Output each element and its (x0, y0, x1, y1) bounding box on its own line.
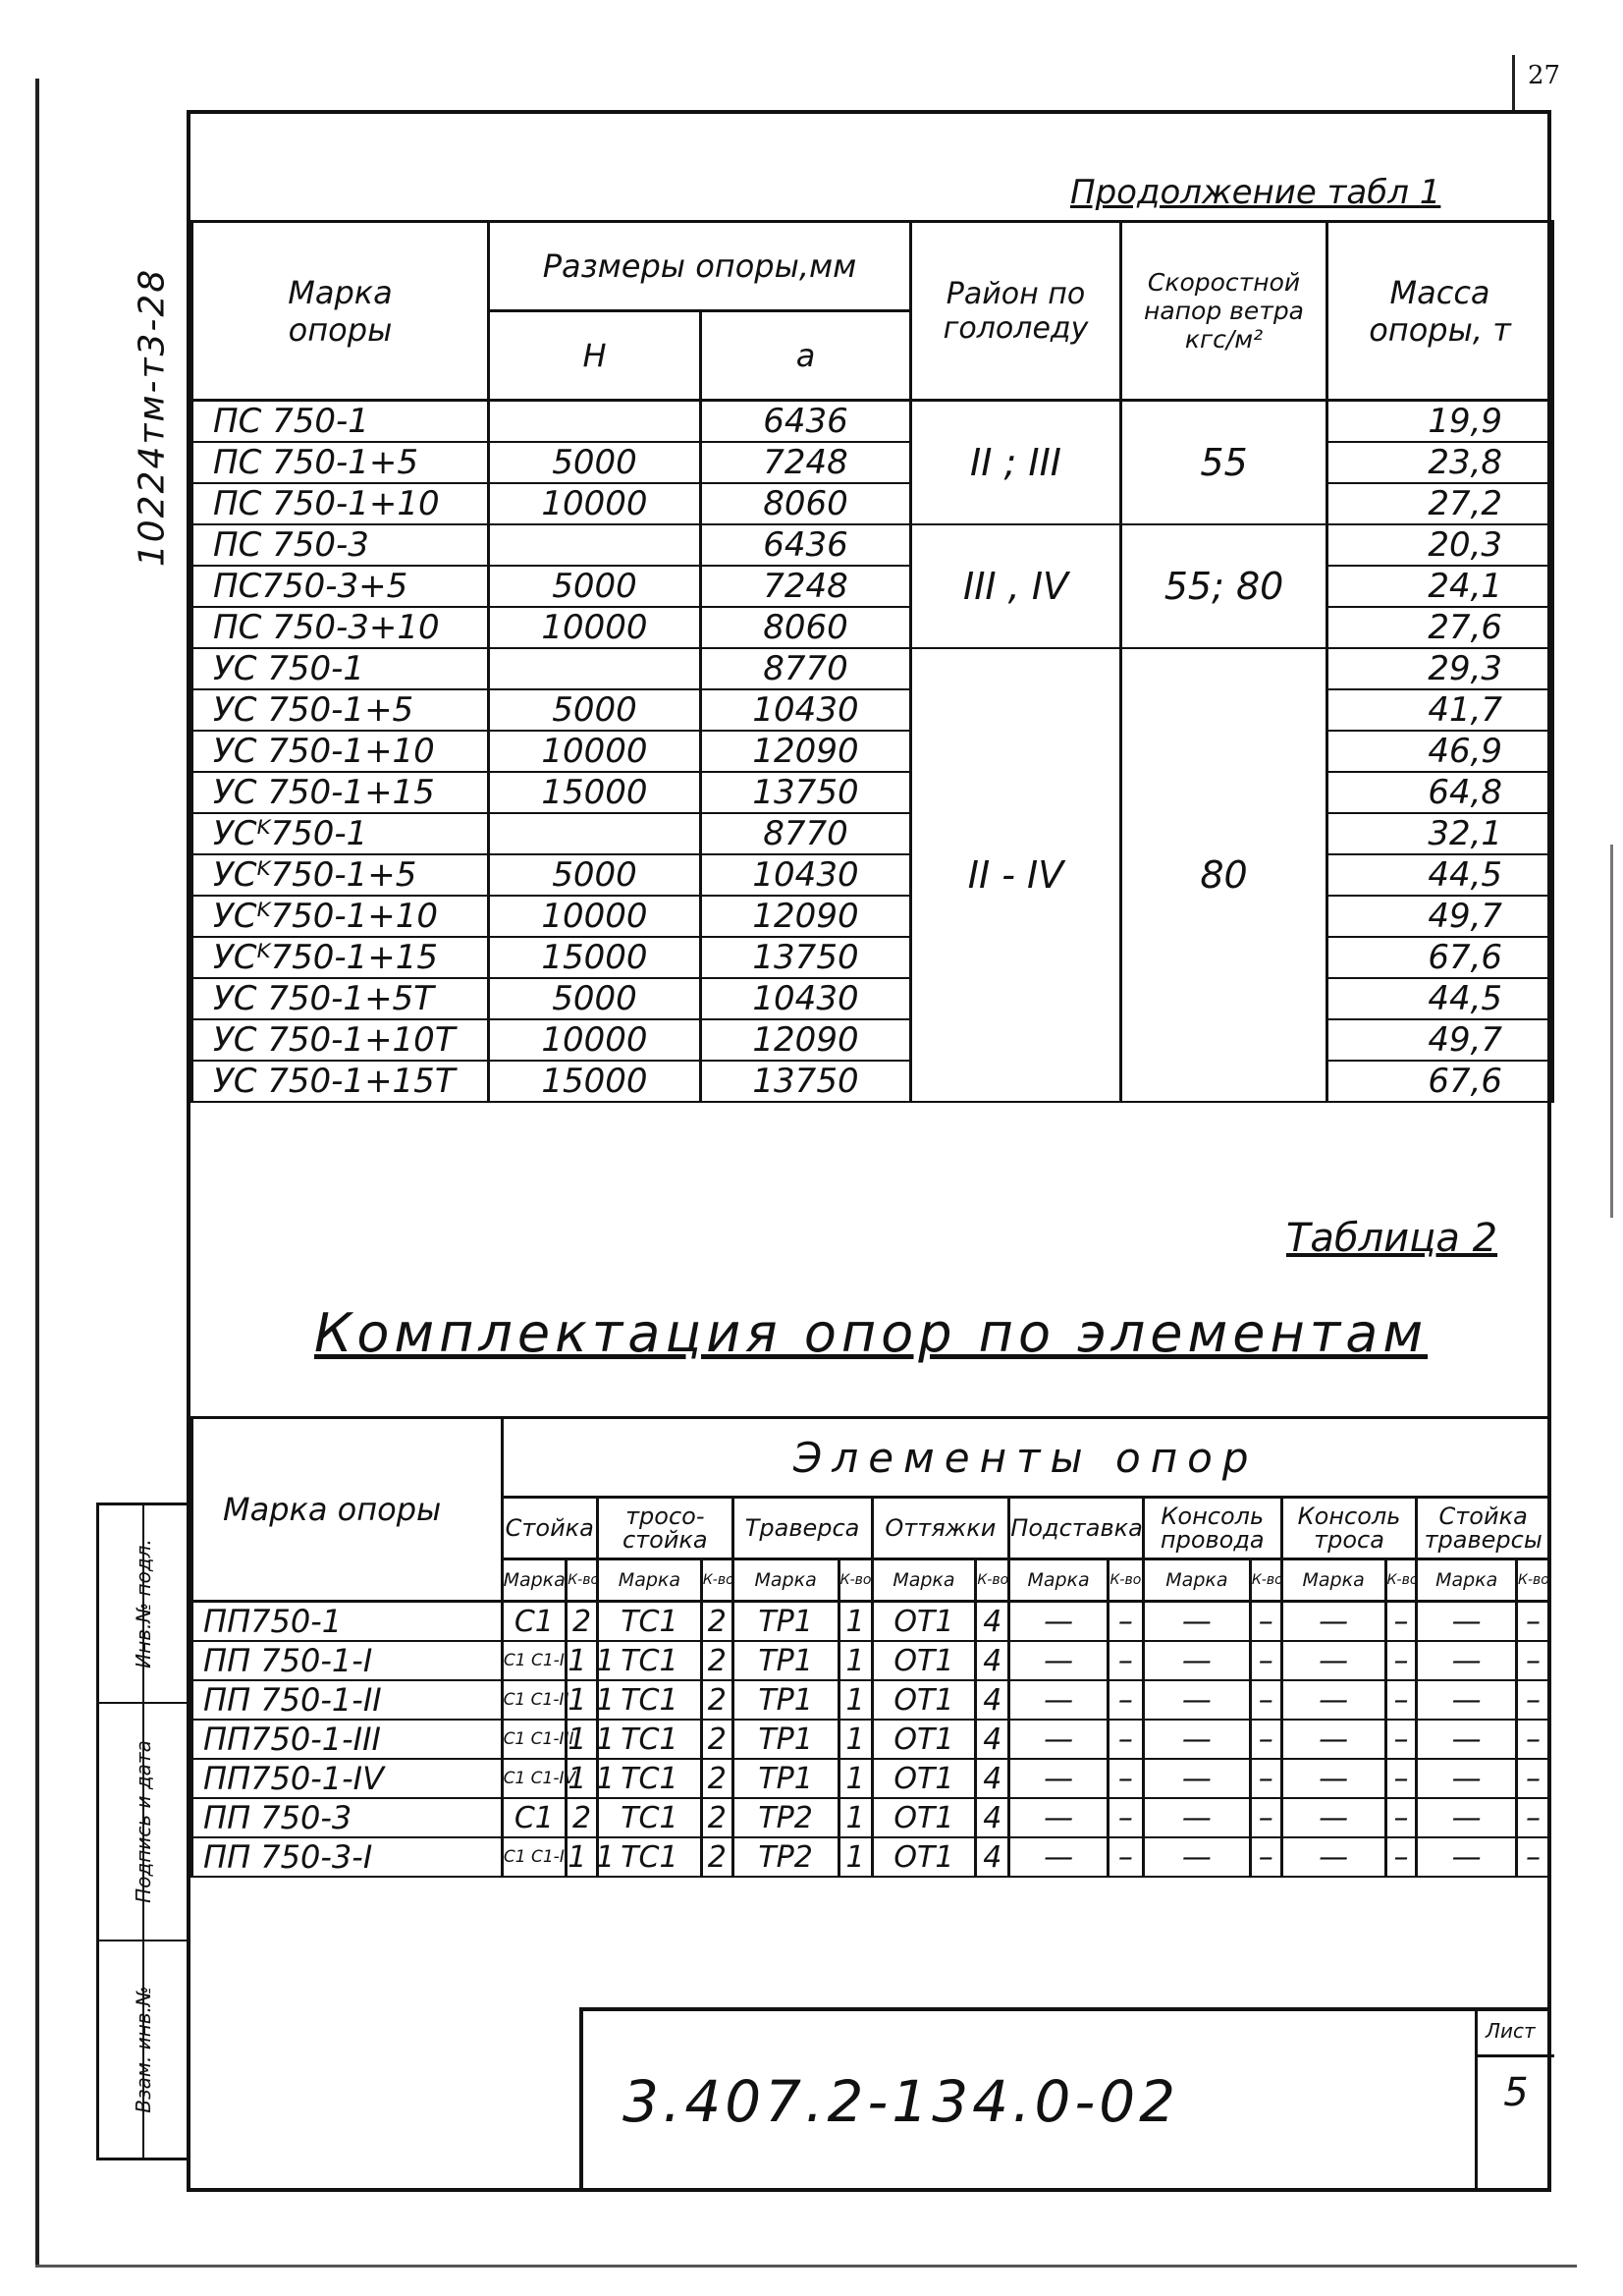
header-group: тросо- стойка (597, 1498, 732, 1559)
cell-mass: 44,5 (1327, 854, 1553, 896)
header-sub-count: К-во (1517, 1559, 1550, 1602)
table-row (192, 896, 1553, 937)
header-size: Размеры опоры,мм (489, 222, 911, 311)
cell-H: 5000 (489, 689, 701, 731)
cell-ice-region: II ; III (911, 401, 1121, 525)
stamp-field (99, 1941, 188, 2158)
header-group: Консоль троса (1281, 1498, 1417, 1559)
cell-element-count: – (1250, 1759, 1281, 1798)
margin-line (1610, 845, 1613, 1218)
table-row (192, 648, 1553, 689)
cell-element-count: 1 (839, 1720, 872, 1759)
table-row (192, 1720, 1550, 1759)
header-mass: Масса опоры, т (1327, 222, 1553, 401)
cell-element-count: – (1517, 1798, 1550, 1837)
cell-element-count: – (1250, 1837, 1281, 1877)
header-group: Траверса (732, 1498, 872, 1559)
table1 (190, 220, 1554, 1103)
cell-element-count: – (1250, 1680, 1281, 1720)
table1-caption: Продолжение табл 1 (1070, 173, 1441, 212)
cell-element-count: 2 (701, 1602, 732, 1642)
cell-element-mark: — (1009, 1720, 1109, 1759)
cell-element-count: – (1385, 1602, 1417, 1642)
cell-a: 12090 (701, 896, 911, 937)
header-ice-region: Район по гололеду (911, 222, 1121, 401)
cell-element-count: – (1385, 1641, 1417, 1680)
cell-mark: ПС 750-1 (192, 401, 489, 443)
outer-frame-line (35, 2265, 1577, 2268)
frame-line (1512, 55, 1515, 110)
stamp-label: Инв.№ подл. (132, 1539, 155, 1668)
cell-a: 6436 (701, 401, 911, 443)
table-row (192, 1680, 1550, 1720)
cell-element-count: 2 (701, 1798, 732, 1837)
cell-H: 5000 (489, 854, 701, 896)
cell-element-mark: — (1009, 1602, 1109, 1642)
cell-element-count: – (1385, 1759, 1417, 1798)
cell-mark: ПП750-1 (192, 1602, 503, 1642)
cell-element-mark: ОТ1 (872, 1837, 976, 1877)
header-sub-mark: Марка (732, 1559, 839, 1602)
cell-mark: ПС 750-3+10 (192, 607, 489, 648)
cell-element-count: 4 (976, 1641, 1009, 1680)
cell-a: 10430 (701, 978, 911, 1019)
cell-element-mark: — (1143, 1602, 1250, 1642)
cell-element-mark: — (1009, 1837, 1109, 1877)
table-row (192, 483, 1553, 524)
header-group: Стойка траверсы (1417, 1498, 1550, 1559)
cell-a: 13750 (701, 937, 911, 978)
cell-mass: 32,1 (1327, 813, 1553, 854)
table-row (192, 1759, 1550, 1798)
cell-H: 10000 (489, 1019, 701, 1061)
cell-element-count: 1 (839, 1798, 872, 1837)
cell-element-count: 1 (839, 1680, 872, 1720)
cell-element-mark: ТР2 (732, 1798, 839, 1837)
cell-element-count: – (1250, 1641, 1281, 1680)
cell-element-mark: — (1281, 1759, 1385, 1798)
cell-element-mark: — (1281, 1641, 1385, 1680)
side-code-text: 10224тм-т3-28 (132, 267, 173, 568)
header-sub-mark: Марка (1281, 1559, 1385, 1602)
cell-mark: УС 750-1+15Т (192, 1061, 489, 1102)
table-row (192, 607, 1553, 648)
cell-element-count: 1 (839, 1837, 872, 1877)
table-row (192, 813, 1553, 854)
table2-body (192, 1602, 1550, 1878)
cell-element-mark: ОТ1 (872, 1602, 976, 1642)
cell-mass: 24,1 (1327, 566, 1553, 607)
cell-mark: ПС 750-1+10 (192, 483, 489, 524)
table-row (192, 854, 1553, 896)
header-sub-count: К-во (839, 1559, 872, 1602)
cell-element-count: 1 1 (567, 1720, 598, 1759)
cell-element-mark: ТС1 (597, 1798, 701, 1837)
header-a: a (701, 311, 911, 401)
header-mark: Марка опоры (192, 1418, 503, 1602)
table-row (192, 401, 1553, 443)
header-sub-mark: Марка (597, 1559, 701, 1602)
cell-element-mark: — (1009, 1641, 1109, 1680)
cell-element-count: – (1517, 1602, 1550, 1642)
header-sub-mark: Марка (1417, 1559, 1517, 1602)
cell-element-count: – (1517, 1720, 1550, 1759)
cell-element-mark: — (1417, 1680, 1517, 1720)
table-row (192, 978, 1553, 1019)
cell-element-mark: С1 С1-I (502, 1641, 567, 1680)
cell-element-count: – (1385, 1680, 1417, 1720)
cell-mass: 49,7 (1327, 896, 1553, 937)
cell-element-count: – (1517, 1759, 1550, 1798)
cell-mass: 29,3 (1327, 648, 1553, 689)
cell-H: 15000 (489, 1061, 701, 1102)
cell-H: 5000 (489, 978, 701, 1019)
cell-mark: УС 750-1+5Т (192, 978, 489, 1019)
cell-mass: 67,6 (1327, 937, 1553, 978)
cell-element-count: 4 (976, 1602, 1009, 1642)
cell-mass: 27,2 (1327, 483, 1553, 524)
cell-mass: 23,8 (1327, 442, 1553, 483)
approval-stamp (96, 1503, 187, 2160)
cell-ice-region: II - IV (911, 648, 1121, 1102)
cell-element-mark: ТС1 (597, 1680, 701, 1720)
cell-a: 13750 (701, 1061, 911, 1102)
title-block (579, 2007, 1551, 2192)
table-row (192, 524, 1553, 566)
cell-element-count: 4 (976, 1680, 1009, 1720)
cell-a: 7248 (701, 442, 911, 483)
table-row (192, 1019, 1553, 1061)
header-sub-count: К-во (1385, 1559, 1417, 1602)
cell-element-count: 2 (701, 1680, 732, 1720)
cell-element-count: – (1250, 1720, 1281, 1759)
cell-element-mark: С1 С1-IV (502, 1759, 567, 1798)
cell-mark: ПП 750-1-II (192, 1680, 503, 1720)
cell-element-mark: ТС1 (597, 1641, 701, 1680)
cell-mark: УС 750-1+10Т (192, 1019, 489, 1061)
table2 (190, 1416, 1551, 1878)
cell-element-count: – (1108, 1720, 1143, 1759)
cell-mass: 46,9 (1327, 731, 1553, 772)
cell-element-count: – (1250, 1798, 1281, 1837)
cell-element-mark: ТР1 (732, 1641, 839, 1680)
cell-mark: УС 750-1+15 (192, 772, 489, 813)
cell-element-count: – (1385, 1720, 1417, 1759)
document-code: 3.407.2-134.0-02 (622, 2068, 1180, 2135)
sheet-number: 5 (1503, 2070, 1529, 2115)
cell-element-mark: С1 С1-III (502, 1720, 567, 1759)
header-sub-count: К-во (1250, 1559, 1281, 1602)
cell-element-count: 1 (839, 1759, 872, 1798)
cell-H: 15000 (489, 937, 701, 978)
cell-element-mark: С1 С1-I (502, 1837, 567, 1877)
cell-element-count: 4 (976, 1759, 1009, 1798)
header-sub-mark: Марка (872, 1559, 976, 1602)
table2-caption: Таблица 2 (1286, 1216, 1498, 1261)
cell-element-count: – (1250, 1602, 1281, 1642)
header-elements: Элементы опор (502, 1418, 1549, 1498)
cell-mark: УС 750-1+10 (192, 731, 489, 772)
cell-a: 10430 (701, 854, 911, 896)
cell-element-mark: ОТ1 (872, 1759, 976, 1798)
table-row (192, 1641, 1550, 1680)
cell-element-count: – (1385, 1798, 1417, 1837)
cell-element-mark: — (1417, 1798, 1517, 1837)
cell-element-count: – (1517, 1641, 1550, 1680)
cell-a: 12090 (701, 1019, 911, 1061)
cell-H (489, 813, 701, 854)
table-row (192, 442, 1553, 483)
cell-a: 8060 (701, 607, 911, 648)
cell-mark: УСᴷ750-1+15 (192, 937, 489, 978)
header-sub-count: К-во (567, 1559, 598, 1602)
table-row (192, 937, 1553, 978)
table-row (192, 1602, 1550, 1642)
cell-mark: ПП 750-1-I (192, 1641, 503, 1680)
cell-H: 10000 (489, 483, 701, 524)
cell-mark: ПП 750-3-I (192, 1837, 503, 1877)
cell-mass: 41,7 (1327, 689, 1553, 731)
cell-wind-pressure: 80 (1121, 648, 1327, 1102)
cell-a: 7248 (701, 566, 911, 607)
cell-element-mark: ТС1 (597, 1759, 701, 1798)
stamp-label: Подпись и дата (132, 1740, 155, 1903)
table-row (192, 1798, 1550, 1837)
cell-mark: ПС750-3+5 (192, 566, 489, 607)
cell-element-count: 4 (976, 1837, 1009, 1877)
cell-element-mark: — (1143, 1798, 1250, 1837)
cell-mark: УСᴷ750-1+5 (192, 854, 489, 896)
cell-H (489, 648, 701, 689)
cell-mark: УСᴷ750-1+10 (192, 896, 489, 937)
header-wind-pressure: Скоростной напор ветра кгс/м² (1121, 222, 1327, 401)
cell-element-count: – (1108, 1837, 1143, 1877)
header-mark: Марка опоры (192, 222, 489, 401)
cell-mark: ПП 750-3 (192, 1798, 503, 1837)
cell-a: 8770 (701, 813, 911, 854)
cell-element-count: – (1385, 1837, 1417, 1877)
cell-element-mark: С1 (502, 1602, 567, 1642)
cell-element-mark: ТР1 (732, 1680, 839, 1720)
cell-element-count: 2 (701, 1720, 732, 1759)
cell-element-mark: ТС1 (597, 1602, 701, 1642)
cell-element-mark: — (1143, 1759, 1250, 1798)
cell-mass: 27,6 (1327, 607, 1553, 648)
cell-element-mark: — (1417, 1641, 1517, 1680)
cell-element-mark: — (1009, 1680, 1109, 1720)
cell-element-mark: ОТ1 (872, 1641, 976, 1680)
cell-element-count: – (1517, 1680, 1550, 1720)
cell-H: 5000 (489, 442, 701, 483)
cell-H: 10000 (489, 607, 701, 648)
cell-mass: 49,7 (1327, 1019, 1553, 1061)
cell-element-count: 2 (701, 1837, 732, 1877)
cell-element-count: – (1108, 1798, 1143, 1837)
table2-title: Комплектация опор по элементам (314, 1302, 1429, 1364)
stamp-label: Взам. инв.№ (132, 1986, 155, 2113)
table-row (192, 772, 1553, 813)
cell-element-count: – (1108, 1680, 1143, 1720)
cell-a: 13750 (701, 772, 911, 813)
table-row (192, 1837, 1550, 1877)
cell-a: 10430 (701, 689, 911, 731)
cell-element-mark: — (1281, 1680, 1385, 1720)
cell-ice-region: III , IV (911, 524, 1121, 648)
cell-H: 10000 (489, 896, 701, 937)
table-row (192, 689, 1553, 731)
table-row (192, 731, 1553, 772)
cell-H (489, 524, 701, 566)
cell-mass: 20,3 (1327, 524, 1553, 566)
header-H: H (489, 311, 701, 401)
cell-element-count: 2 (701, 1759, 732, 1798)
cell-mass: 44,5 (1327, 978, 1553, 1019)
cell-element-mark: С1 (502, 1798, 567, 1837)
cell-element-mark: ОТ1 (872, 1720, 976, 1759)
cell-element-count: – (1108, 1759, 1143, 1798)
cell-a: 8060 (701, 483, 911, 524)
cell-element-count: 1 1 (567, 1759, 598, 1798)
page-number: 27 (1528, 61, 1561, 90)
cell-mark: ПП750-1-IV (192, 1759, 503, 1798)
cell-element-count: 1 (839, 1602, 872, 1642)
cell-element-count: – (1108, 1602, 1143, 1642)
cell-element-mark: ОТ1 (872, 1680, 976, 1720)
cell-element-count: 4 (976, 1720, 1009, 1759)
cell-element-mark: — (1143, 1720, 1250, 1759)
header-group: Оттяжки (872, 1498, 1009, 1559)
outer-frame-line (35, 79, 39, 2265)
cell-mass: 67,6 (1327, 1061, 1553, 1102)
cell-element-mark: — (1009, 1798, 1109, 1837)
cell-element-mark: — (1417, 1720, 1517, 1759)
cell-element-count: 4 (976, 1798, 1009, 1837)
cell-element-mark: — (1143, 1680, 1250, 1720)
cell-element-mark: ТР1 (732, 1602, 839, 1642)
cell-element-mark: ТС1 (597, 1837, 701, 1877)
cell-wind-pressure: 55 (1121, 401, 1327, 525)
sheet-divider (1478, 2054, 1554, 2057)
cell-element-mark: — (1281, 1720, 1385, 1759)
cell-element-mark: — (1009, 1759, 1109, 1798)
cell-element-count: – (1108, 1641, 1143, 1680)
cell-mass: 64,8 (1327, 772, 1553, 813)
header-sub-mark: Марка (502, 1559, 567, 1602)
cell-a: 6436 (701, 524, 911, 566)
cell-mark: ПП750-1-III (192, 1720, 503, 1759)
cell-element-mark: — (1417, 1759, 1517, 1798)
cell-a: 12090 (701, 731, 911, 772)
side-document-code (118, 206, 187, 629)
header-group: Подставка (1009, 1498, 1144, 1559)
cell-mark: УС 750-1 (192, 648, 489, 689)
stamp-field (99, 1704, 188, 1940)
cell-mark: УС 750-1+5 (192, 689, 489, 731)
cell-a: 8770 (701, 648, 911, 689)
header-group: Стойка (502, 1498, 597, 1559)
cell-element-mark: — (1281, 1837, 1385, 1877)
cell-H: 10000 (489, 731, 701, 772)
cell-H (489, 401, 701, 443)
cell-element-mark: — (1143, 1641, 1250, 1680)
cell-wind-pressure: 55; 80 (1121, 524, 1327, 648)
cell-mark: ПС 750-1+5 (192, 442, 489, 483)
cell-element-count: – (1517, 1837, 1550, 1877)
cell-mass: 19,9 (1327, 401, 1553, 443)
header-sub-count: К-во (1108, 1559, 1143, 1602)
cell-element-count: 1 1 (567, 1837, 598, 1877)
header-sub-count: К-во (701, 1559, 732, 1602)
table-row (192, 1061, 1553, 1102)
cell-H: 15000 (489, 772, 701, 813)
header-group: Консоль провода (1143, 1498, 1281, 1559)
sheet-box (1475, 2011, 1551, 2192)
cell-element-mark: ТС1 (597, 1720, 701, 1759)
cell-element-mark: ТР1 (732, 1720, 839, 1759)
cell-element-mark: ТР2 (732, 1837, 839, 1877)
cell-element-mark: — (1281, 1602, 1385, 1642)
cell-H: 5000 (489, 566, 701, 607)
stamp-field (99, 1505, 188, 1702)
cell-element-count: 1 1 (567, 1641, 598, 1680)
cell-element-mark: — (1281, 1798, 1385, 1837)
cell-mark: УСᴷ750-1 (192, 813, 489, 854)
cell-element-mark: ОТ1 (872, 1798, 976, 1837)
header-sub-count: К-во (976, 1559, 1009, 1602)
cell-element-count: 1 1 (567, 1680, 598, 1720)
sheet-label: Лист (1486, 2019, 1536, 2043)
cell-element-count: 2 (567, 1798, 598, 1837)
cell-element-count: 1 (839, 1641, 872, 1680)
cell-mark: ПС 750-3 (192, 524, 489, 566)
header-sub-mark: Марка (1143, 1559, 1250, 1602)
cell-element-mark: С1 С1-II (502, 1680, 567, 1720)
header-sub-mark: Марка (1009, 1559, 1109, 1602)
cell-element-mark: ТР1 (732, 1759, 839, 1798)
cell-element-count: 2 (701, 1641, 732, 1680)
cell-element-mark: — (1143, 1837, 1250, 1877)
cell-element-mark: — (1417, 1837, 1517, 1877)
cell-element-mark: — (1417, 1602, 1517, 1642)
cell-element-count: 2 (567, 1602, 598, 1642)
table-row (192, 566, 1553, 607)
